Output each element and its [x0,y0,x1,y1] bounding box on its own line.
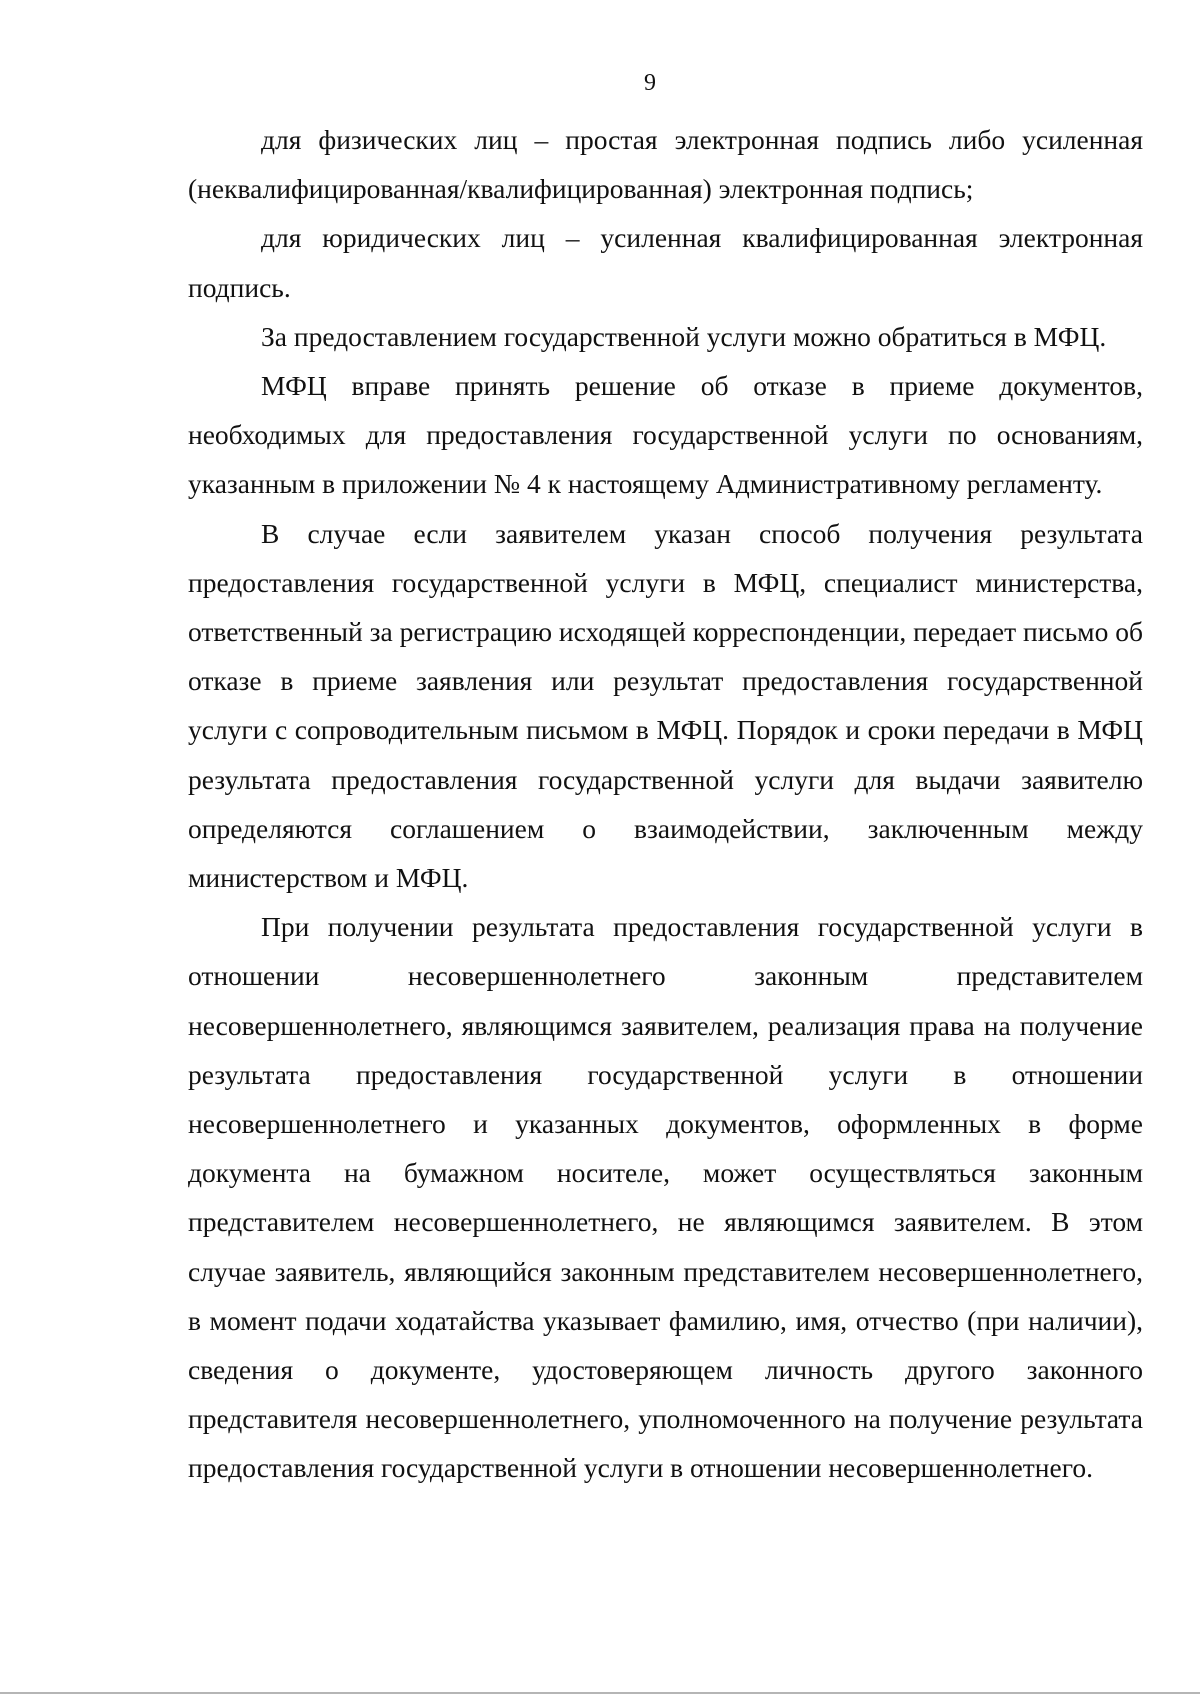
page-bottom-edge [0,1692,1200,1694]
document-body [188,115,1143,1493]
paragraph-signature-individuals: для физических лиц – простая электронная подпись либо усиленная (неквалифицированная/квалифицированная) электронная подпись; [188,124,1143,205]
paragraph-signature-legal-entities: для юридических лиц – усиленная квалифицированная электронная подпись. [188,222,1143,303]
page-number: 9 [644,70,656,96]
paragraph-mfc-result-delivery: В случае если заявителем указан способ получения результата предоставления государственной услуги в МФЦ, специалист министерства, ответственный за регистрацию исходящей корреспонденции, передает письмо об отказе в приеме заявления или результат предоставления государственной услуги с сопроводительным письмом в МФЦ. Порядок и сроки передачи в МФЦ результата предоставления государственной услуги для выдачи заявителю определяются соглашением о взаимодействии, заключенным между министерством и МФЦ. [188,517,1143,894]
paragraph-minor-result: При получении результата предоставления государственной услуги в отношении несовершеннолетнего законным представителем несовершеннолетнего, являющимся заявителем, реализация права на получение результата предоставления государственной услуги в отношении несовершеннолетнего и указанных документов, оформленных в форме документа на бумажном носителе, может осуществляться законным представителем несовершеннолетнего, не являющимся заявителем. В этом случае заявитель, являющийся законным представителем несовершеннолетнего, в момент подачи ходатайства указывает фамилию, имя, отчество (при наличии), сведения о документе, удостоверяющем личность другого законного представителя несовершеннолетнего, уполномоченного на получение результата предоставления государственной услуги в отношении несовершеннолетнего. [188,911,1143,1484]
paragraph-mfc-refusal: МФЦ вправе принять решение об отказе в приеме документов, необходимых для предоставления государственной услуги по основаниям, указанным в приложении № 4 к настоящему Административному регламенту. [188,370,1143,500]
paragraph-mfc-contact: За предоставлением государственной услуги можно обратиться в МФЦ. [261,320,1107,352]
